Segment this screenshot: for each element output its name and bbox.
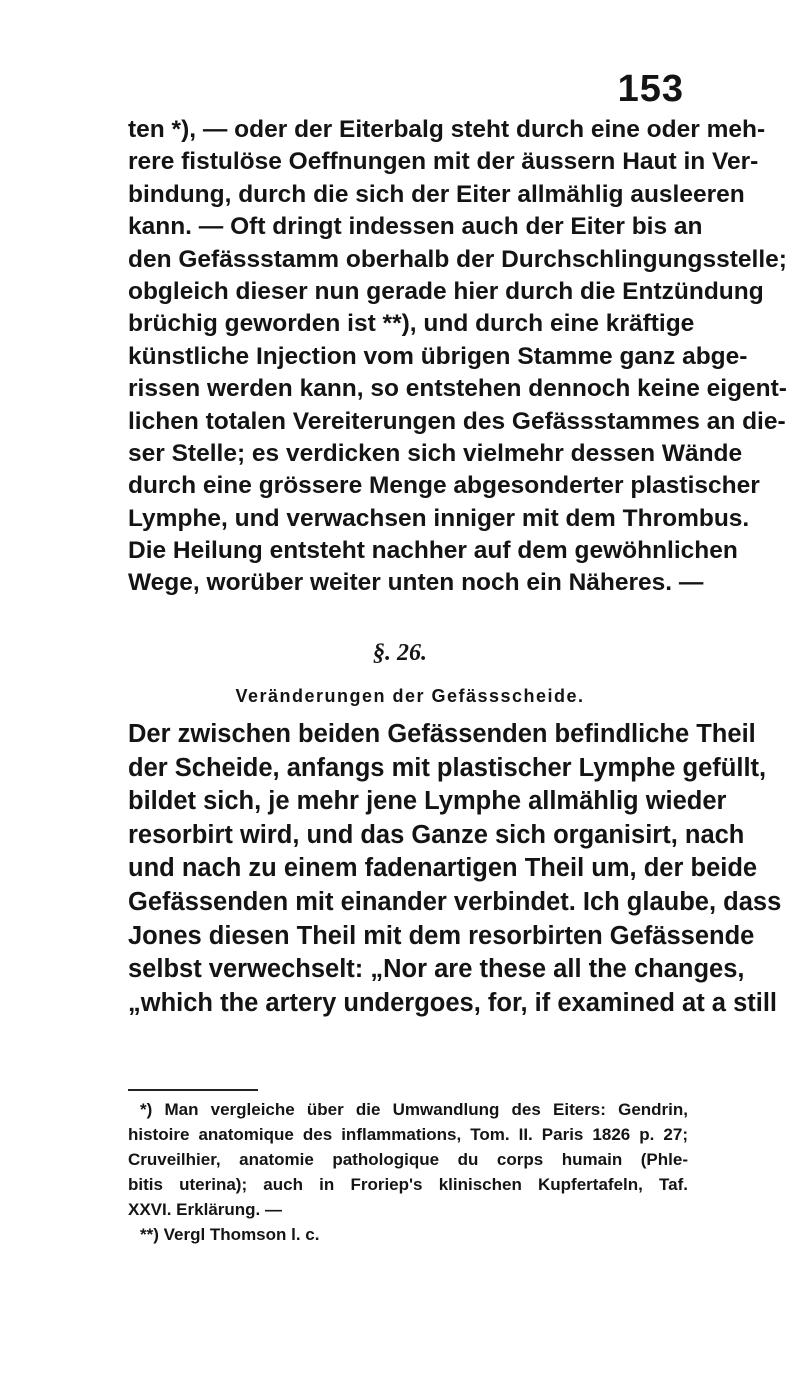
main-paragraph bbox=[128, 114, 787, 600]
text-line: rere fistulöse Oeffnungen mit der äussern Haut in Ver- bbox=[128, 148, 759, 176]
text-line: Jones diesen Theil mit dem resorbirten Gefässende bbox=[128, 921, 755, 950]
footnote-line: histoire anatomique des inflammations, Tom. II. Paris 1826 p. 27; bbox=[128, 1125, 688, 1144]
page-number: 153 bbox=[617, 68, 684, 110]
text-line: rissen werden kann, so entstehen dennoch keine eigent- bbox=[128, 375, 787, 403]
section-paragraph bbox=[128, 718, 782, 1020]
text-line: und nach zu einem fadenartigen Theil um, der beide bbox=[128, 854, 758, 883]
text-line: Lymphe, und verwachsen inniger mit dem Thrombus. bbox=[128, 504, 750, 532]
text-line: obgleich dieser nun gerade hier durch die Entzündung bbox=[128, 277, 764, 305]
text-line: ser Stelle; es verdicken sich vielmehr dessen Wände bbox=[128, 439, 743, 467]
footnote-line: **) Vergl Thomson l. c. bbox=[140, 1225, 320, 1244]
text-line: den Gefässstamm oberhalb der Durchschlingungsstelle; bbox=[128, 245, 787, 273]
footnote-line: bitis uterina); auch in Froriep's klinischen Kupfertafeln, Taf. bbox=[128, 1175, 688, 1194]
text-line: Gefässenden mit einander verbindet. Ich glaube, dass bbox=[128, 887, 782, 916]
section-number: §. 26. bbox=[373, 640, 427, 666]
text-line: Der zwischen beiden Gefässenden befindliche Theil bbox=[128, 720, 756, 748]
footnote-line: Cruveilhier, anatomie pathologique du corps humain (Phle- bbox=[128, 1150, 688, 1169]
text-line: resorbirt wird, und das Ganze sich organisirt, nach bbox=[128, 820, 745, 849]
text-line: lichen totalen Vereiterungen des Gefässstammes an die- bbox=[128, 407, 786, 435]
footnote-line: *) Man vergleiche über die Umwandlung des Eiters: Gendrin, bbox=[140, 1100, 688, 1119]
text-line: Die Heilung entsteht nachher auf dem gewöhnlichen bbox=[128, 537, 738, 565]
footnote-line: XXVI. Erklärung. — bbox=[128, 1200, 282, 1219]
text-line: Wege, worüber weiter unten noch ein Näheres. — bbox=[128, 569, 704, 597]
footnotes bbox=[128, 1097, 688, 1247]
text-line: durch eine grössere Menge abgesonderter plastischer bbox=[128, 472, 760, 500]
section-heading: Veränderungen der Gefässscheide. bbox=[235, 686, 585, 706]
text-line: „which the artery undergoes, for, if examined at a still bbox=[128, 988, 778, 1017]
text-line: kann. — Oft dringt indessen auch der Eiter bis an bbox=[128, 213, 703, 241]
text-line: bindung, durch die sich der Eiter allmählig ausleeren bbox=[128, 180, 745, 208]
text-line: der Scheide, anfangs mit plastischer Lymphe gefüllt, bbox=[128, 753, 767, 782]
text-line: bildet sich, je mehr jene Lymphe allmählig wieder bbox=[128, 787, 727, 816]
text-line: selbst verwechselt: „Nor are these all the changes, bbox=[128, 955, 745, 984]
footnote-divider bbox=[128, 1089, 258, 1091]
text-line: ten *), — oder der Eiterbalg steht durch eine oder meh- bbox=[128, 116, 766, 143]
text-line: künstliche Injection vom übrigen Stamme ganz abge- bbox=[128, 342, 748, 370]
text-line: brüchig geworden ist **), und durch eine kräftige bbox=[128, 310, 695, 338]
